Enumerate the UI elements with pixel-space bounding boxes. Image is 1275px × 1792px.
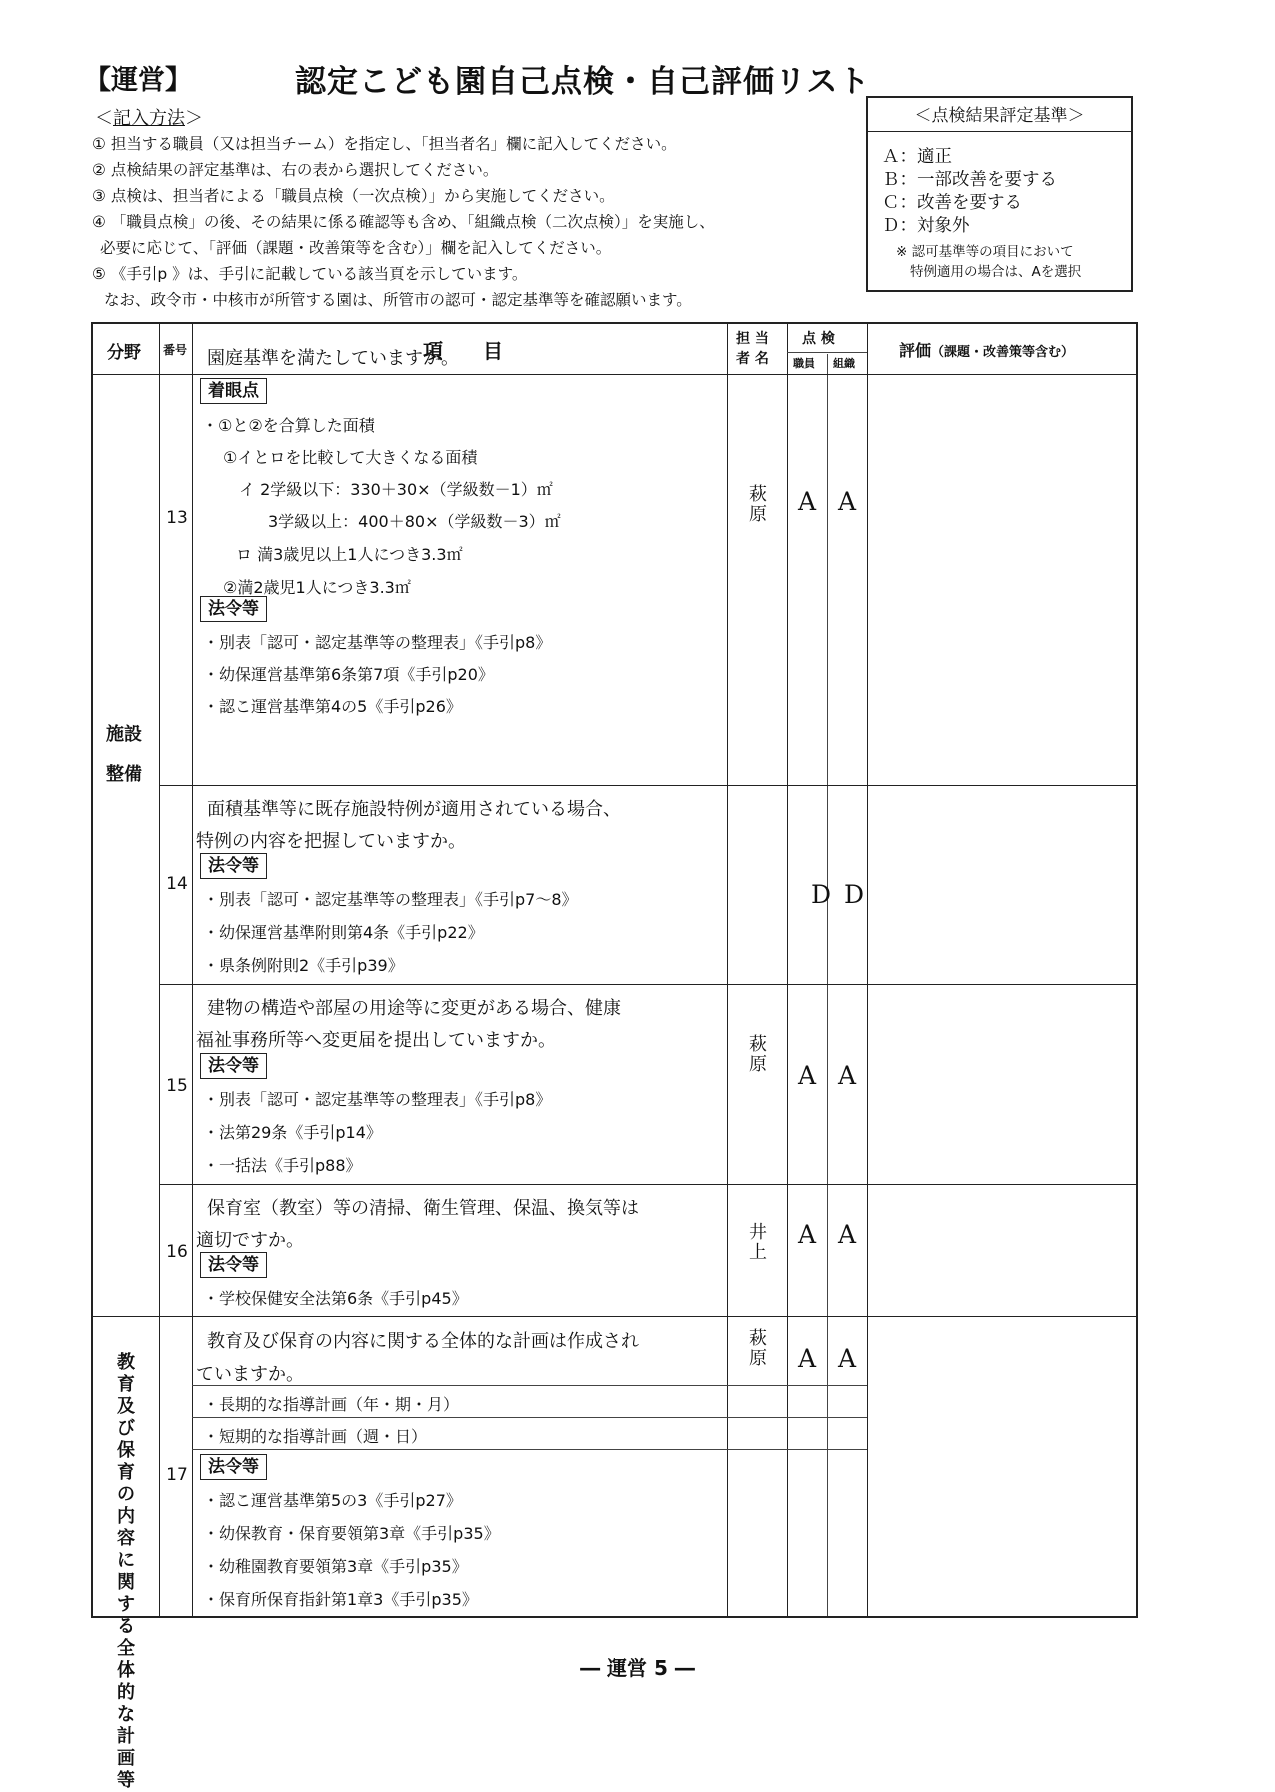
row-number: 16 xyxy=(166,1242,188,1262)
law-label: 法令等 xyxy=(200,1252,267,1278)
header-check: 点 検 xyxy=(802,331,835,347)
instruction-item: ④ 「職員点検」の後、その結果に係る確認等も含め、「組織点検（二次点検）」を実施し、 xyxy=(92,213,715,231)
instructions-heading xyxy=(95,104,203,130)
staff-grade: A xyxy=(797,487,817,516)
person-name: 萩原 xyxy=(746,1328,767,1368)
instruction-item: ② 点検結果の評定基準は、右の表から選択してください。 xyxy=(92,161,499,179)
instruction-item: なお、政令市・中核市が所管する園は、所管市の認可・認定基準等を確認願います。 xyxy=(104,291,692,309)
header-evaluation xyxy=(899,338,1074,361)
law-item: ・認こ運営基準第4の5《手引p26》 xyxy=(203,697,462,716)
law-item: ・別表「認可・認定基準等の整理表」《手引p8》 xyxy=(203,1090,552,1109)
staff-grade: A xyxy=(797,1061,817,1090)
criteria-item: Ａ：適正 xyxy=(882,147,952,167)
law-item: ・一括法《手引p88》 xyxy=(203,1156,362,1175)
focus-item: ロ 満3歳児以上1人につき3.3㎡ xyxy=(236,545,463,564)
header-item: 項 目 xyxy=(423,339,503,363)
law-item: ・法第29条《手引p14》 xyxy=(203,1123,382,1142)
law-label: 法令等 xyxy=(200,1053,267,1079)
header-person-2: 者 名 xyxy=(736,351,769,367)
org-grade: A xyxy=(837,1220,857,1249)
row-number: 13 xyxy=(166,508,188,528)
instruction-item: ① 担当する職員（又は担当チーム）を指定し、「担当者名」欄に記入してください。 xyxy=(92,135,677,153)
field-facility-1: 施設 xyxy=(106,724,142,745)
field-facility-2: 整備 xyxy=(106,764,142,785)
org-grade: A xyxy=(837,1061,857,1090)
law-label: 法令等 xyxy=(200,1454,267,1480)
law-item: ・別表「認可・認定基準等の整理表」《手引p7～8》 xyxy=(203,890,578,909)
header-person-1: 担 当 xyxy=(736,331,769,347)
section-tag: 【運営】 xyxy=(84,65,192,96)
law-item: ・学校保健安全法第6条《手引p45》 xyxy=(203,1289,468,1308)
header-evaluation-sub: （課題・改善策等含む） xyxy=(931,345,1075,360)
focus-label: 着眼点 xyxy=(200,378,267,404)
instructions-heading-open: ＜ xyxy=(95,108,113,129)
law-item: ・幼保運営基準第6条第7項《手引p20》 xyxy=(203,665,494,684)
criteria-title: ＜点検結果評定基準＞ xyxy=(868,101,1131,132)
law-item: ・認こ運営基準第5の3《手引p27》 xyxy=(203,1491,462,1510)
criteria-item: Ｂ：一部改善を要する xyxy=(882,170,1057,190)
page-footer: ― 運営 5 ― xyxy=(580,1656,695,1680)
person-name: 萩原 xyxy=(746,484,767,524)
question-text: 福祉事務所等へ変更届を提出していますか。 xyxy=(196,1030,556,1051)
law-item: ・幼保運営基準附則第4条《手引p22》 xyxy=(203,923,484,942)
question-text: 特例の内容を把握していますか。 xyxy=(196,831,466,852)
header-evaluation-text: 評価 xyxy=(899,341,932,360)
instructions-heading-text: 記入方法 xyxy=(113,108,185,129)
instruction-item: 必要に応じて、「評価（課題・改善策等を含む）」欄を記入してください。 xyxy=(100,239,612,257)
criteria-item: Ｄ：対象外 xyxy=(882,216,970,236)
law-item: ・別表「認可・認定基準等の整理表」《手引p8》 xyxy=(203,633,552,652)
org-grade: A xyxy=(837,487,857,516)
staff-grade: A xyxy=(797,1220,817,1249)
plan-item: ・長期的な指導計画（年・期・月） xyxy=(203,1395,460,1414)
criteria-box xyxy=(866,96,1133,292)
law-item: ・保育所保育指針第1章3《手引p35》 xyxy=(203,1590,478,1609)
org-grade: A xyxy=(837,1344,857,1373)
question-text: ていますか。 xyxy=(196,1364,304,1385)
law-item: ・幼保教育・保育要領第3章《手引p35》 xyxy=(203,1524,500,1543)
question-text: 園庭基準を満たしていますか。 xyxy=(207,348,459,369)
focus-item: ・①と②を合算した面積 xyxy=(202,416,375,435)
org-grade: D xyxy=(843,880,865,909)
instructions-heading-close: ＞ xyxy=(185,108,203,129)
plan-item: ・短期的な指導計画（週・日） xyxy=(203,1427,428,1446)
question-text: 建物の構造や部屋の用途等に変更がある場合、健康 xyxy=(207,998,621,1019)
criteria-item: Ｃ：改善を要する xyxy=(882,193,1022,213)
document-title: 認定こども園自己点検・自己評価リスト xyxy=(295,64,871,100)
row-number: 14 xyxy=(166,874,188,894)
question-text: 面積基準等に既存施設特例が適用されている場合、 xyxy=(207,799,621,820)
person-name: 萩原 xyxy=(746,1034,767,1074)
criteria-note: ※ 認可基準等の項目において xyxy=(896,244,1074,260)
header-org: 組織 xyxy=(833,357,855,370)
law-label: 法令等 xyxy=(200,853,267,879)
question-text: 教育及び保育の内容に関する全体的な計画は作成され xyxy=(207,1331,639,1352)
question-text: 適切ですか。 xyxy=(196,1230,304,1251)
header-staff: 職員 xyxy=(793,357,815,370)
focus-item: ②満2歳児1人につき3.3㎡ xyxy=(223,578,411,597)
row-number: 17 xyxy=(166,1465,188,1485)
law-label: 法令等 xyxy=(200,596,267,622)
header-field: 分野 xyxy=(107,343,141,363)
instruction-item: ⑤ 《手引p 》は、手引に記載している該当頁を示しています。 xyxy=(92,265,528,283)
staff-grade: D xyxy=(810,880,832,909)
law-item: ・幼稚園教育要領第3章《手引p35》 xyxy=(203,1557,468,1576)
focus-item: ①イとロを比較して大きくなる面積 xyxy=(223,448,478,467)
question-text: 保育室（教室）等の清掃、衛生管理、保温、換気等は xyxy=(207,1198,639,1219)
instruction-item: ③ 点検は、担当者による「職員点検（一次点検）」から実施してください。 xyxy=(92,187,615,205)
law-item: ・県条例附則2《手引p39》 xyxy=(203,956,404,975)
field-education: 教育及び保育の内容に関する全体的な計画等 xyxy=(117,1352,135,1791)
header-number: 番号 xyxy=(163,343,188,357)
row-number: 15 xyxy=(166,1076,188,1096)
staff-grade: A xyxy=(797,1344,817,1373)
criteria-note: 特例適用の場合は、Aを選択 xyxy=(910,264,1082,280)
focus-item: 3学級以上：400＋80×（学級数－3）㎡ xyxy=(268,512,561,531)
focus-item: イ 2学級以下：330＋30×（学級数－1）㎡ xyxy=(239,480,553,499)
person-name: 井上 xyxy=(746,1222,767,1262)
